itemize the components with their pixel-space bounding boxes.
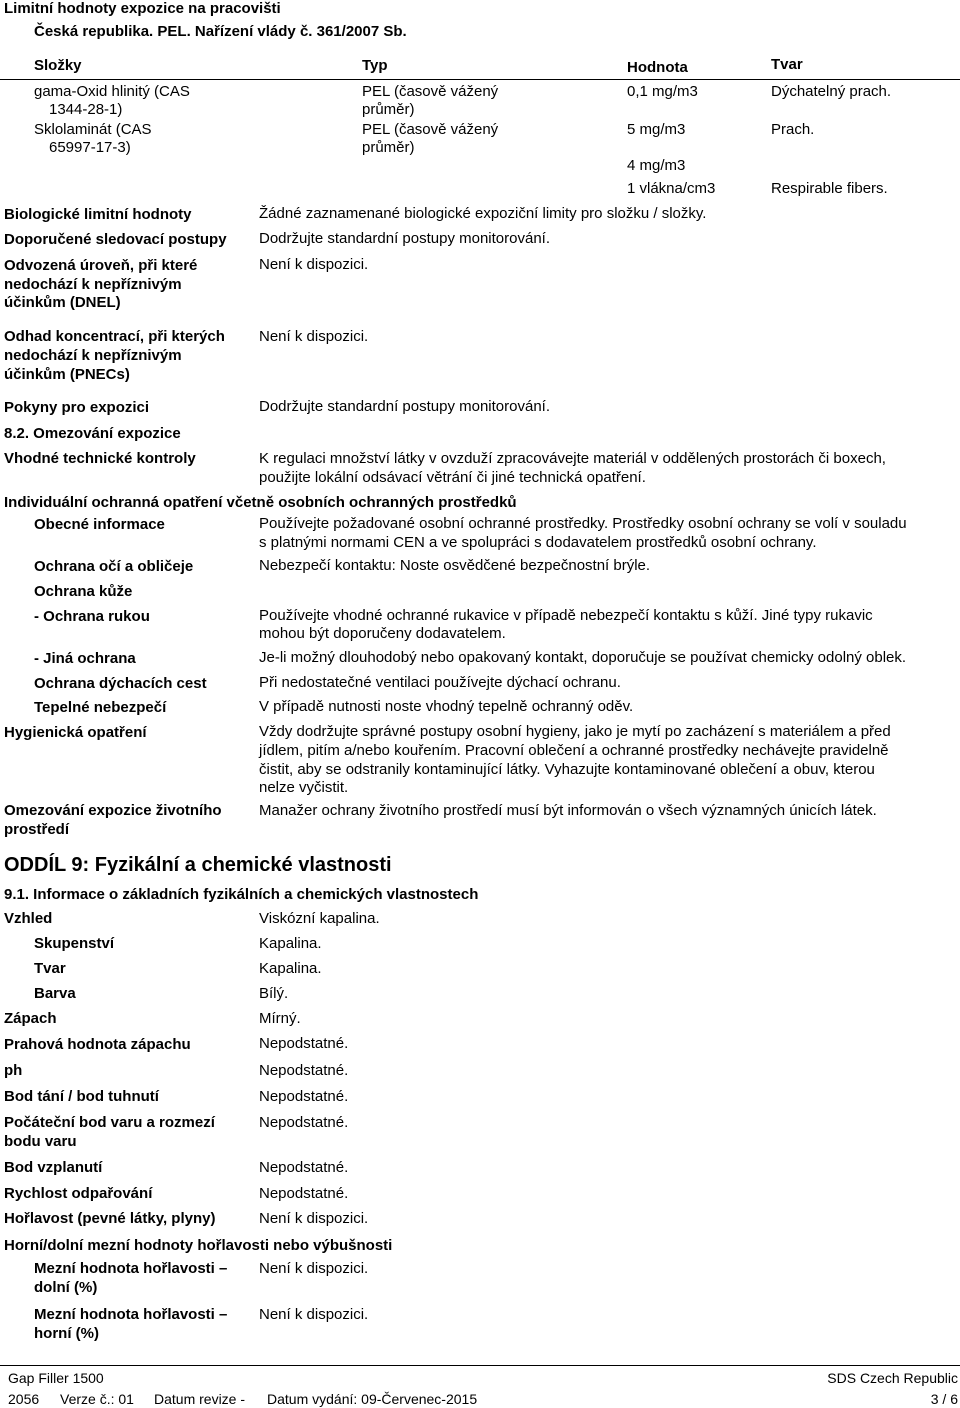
- respiratory-protection-value: Při nedostatečné ventilaci používejte dýchací ochranu.: [259, 674, 621, 691]
- lower-limit-label-cont: dolní (%): [34, 1279, 98, 1296]
- general-info-value: Používejte požadované osobní ochranné prostředky. Prostředky osobní ochrany se volí v souladu: [259, 515, 907, 532]
- limit-value: 1 vlákna/cm3: [627, 180, 716, 197]
- exposure-guidelines-value: Dodržujte standardní postupy monitorování.: [259, 398, 550, 415]
- appearance-value: Viskózní kapalina.: [259, 910, 380, 927]
- dnel-label-cont: účinkům (DNEL): [4, 294, 121, 311]
- form-label: Tvar: [34, 960, 66, 977]
- upper-limit-value: Není k dispozici.: [259, 1306, 369, 1323]
- hygiene-value-cont: jídlem, pitím a/nebo kouřením. Pracovní oblečení a ochranné prostředky nechávejte pravidelně: [259, 742, 889, 759]
- skin-protection-label: Ochrana kůže: [34, 583, 133, 600]
- section-heading: Limitní hodnoty expozice na pracovišti: [4, 0, 281, 17]
- footer-page-number: 3 / 6: [930, 1391, 958, 1407]
- flash-point-label: Bod vzplanutí: [4, 1159, 103, 1176]
- col-header-value: Hodnota: [627, 59, 688, 76]
- engineering-controls-label: Vhodné technické kontroly: [4, 450, 196, 467]
- component-cas: 1344-28-1): [49, 101, 123, 118]
- monitoring-label: Doporučené sledovací postupy: [4, 231, 227, 248]
- other-protection-label: - Jiná ochrana: [34, 650, 136, 667]
- eye-protection-label: Ochrana očí a obličeje: [34, 558, 194, 575]
- limit-value: 5 mg/m3: [627, 121, 686, 138]
- limit-form: Prach.: [771, 121, 815, 138]
- env-controls-label-cont: prostředí: [4, 821, 70, 838]
- odor-value: Mírný.: [259, 1010, 301, 1027]
- odor-threshold-value: Nepodstatné.: [259, 1035, 349, 1052]
- component-cas: 65997-17-3): [49, 139, 131, 156]
- hand-protection-value-cont: mohou být doporučeny dodavatelem.: [259, 625, 506, 642]
- table-header-rule: [0, 79, 960, 80]
- pnec-label: Odhad koncentrací, při kterých: [4, 328, 225, 345]
- engineering-controls-value: K regulaci množství látky v ovzduží zpracovávejte materiál v oddělených prostorách či boxech,: [259, 450, 886, 467]
- limit-form: Respirable fibers.: [771, 180, 888, 197]
- physical-state-label: Skupenství: [34, 935, 115, 952]
- footer-issue-date: Datum vydání: 09-Červenec-2015: [267, 1391, 478, 1407]
- thermal-hazards-label: Tepelné nebezpečí: [34, 699, 167, 716]
- col-header-components: Složky: [34, 57, 82, 74]
- dnel-value: Není k dispozici.: [259, 256, 369, 273]
- limit-type-cont: průměr): [362, 101, 415, 118]
- bio-limits-value: Žádné zaznamenané biologické expoziční limity pro složku / složky.: [259, 205, 707, 222]
- hygiene-label: Hygienická opatření: [4, 724, 147, 741]
- odor-threshold-label: Prahová hodnota zápachu: [4, 1036, 191, 1053]
- other-protection-value: Je-li možný dlouhodobý nebo opakovaný kontakt, doporučuje se používat chemicky odolný oblek.: [259, 649, 907, 666]
- lower-limit-label: Mezní hodnota hořlavosti –: [34, 1260, 228, 1277]
- boiling-point-value: Nepodstatné.: [259, 1114, 349, 1131]
- color-label: Barva: [34, 985, 76, 1002]
- subsection-9-1-heading: 9.1. Informace o základních fyzikálních a chemických vlastnostech: [4, 886, 479, 903]
- upper-limit-label-cont: horní (%): [34, 1325, 99, 1342]
- evaporation-rate-label: Rychlost odpařování: [4, 1185, 153, 1202]
- physical-state-value: Kapalina.: [259, 935, 322, 952]
- footer-product: Gap Filler 1500: [8, 1370, 104, 1386]
- appearance-label: Vzhled: [4, 910, 53, 927]
- col-header-form: Tvar: [771, 56, 803, 73]
- ppe-heading: Individuální ochranná opatření včetně osobních ochranných prostředků: [4, 494, 517, 511]
- col-header-type: Typ: [362, 57, 388, 74]
- color-value: Bílý.: [259, 985, 289, 1002]
- component-name: gama-Oxid hlinitý (CAS: [34, 83, 190, 100]
- exposure-guidelines-label: Pokyny pro expozici: [4, 399, 150, 416]
- boiling-point-label: Počáteční bod varu a rozmezí: [4, 1114, 215, 1131]
- component-name: Sklolaminát (CAS: [34, 121, 152, 138]
- subsection-8-2-heading: 8.2. Omezování expozice: [4, 425, 181, 442]
- melting-point-value: Nepodstatné.: [259, 1088, 349, 1105]
- regulation-heading: Česká republika. PEL. Nařízení vlády č. 361/2007 Sb.: [34, 23, 407, 40]
- flammability-label: Hořlavost (pevné látky, plyny): [4, 1210, 216, 1227]
- pnec-value: Není k dispozici.: [259, 328, 369, 345]
- odor-label: Zápach: [4, 1010, 57, 1027]
- respiratory-protection-label: Ochrana dýchacích cest: [34, 675, 207, 692]
- bio-limits-label: Biologické limitní hodnoty: [4, 206, 192, 223]
- boiling-point-label-cont: bodu varu: [4, 1133, 77, 1150]
- general-info-value-cont: s platnými normami CEN a ve spolupráci s dodavatelem prostředků osobní ochrany.: [259, 534, 817, 551]
- flash-point-value: Nepodstatné.: [259, 1159, 349, 1176]
- limit-value: 0,1 mg/m3: [627, 83, 698, 100]
- ph-label: ph: [4, 1062, 23, 1079]
- hygiene-value-cont: nelze vyčistit.: [259, 779, 349, 796]
- footer-version: Verze č.: 01: [60, 1391, 134, 1407]
- evaporation-rate-value: Nepodstatné.: [259, 1185, 349, 1202]
- hygiene-value: Vždy dodržujte správné postupy osobní hygieny, jako je mytí po zacházení s materiálem a před: [259, 723, 891, 740]
- engineering-controls-value-cont: použijte lokální odsávací větrání či jiné technická opatření.: [259, 469, 646, 486]
- eye-protection-value: Nebezpečí kontaktu: Noste osvědčené bezpečnostní brýle.: [259, 557, 651, 574]
- pnec-label-cont: nedochází k nepříznivým: [4, 347, 182, 364]
- flammability-limits-heading: Horní/dolní mezní hodnoty hořlavosti nebo výbušnosti: [4, 1237, 393, 1254]
- dnel-label-cont: nedochází k nepříznivým: [4, 276, 182, 293]
- flammability-value: Není k dispozici.: [259, 1210, 369, 1227]
- footer-code: 2056: [8, 1391, 40, 1407]
- limit-form: Dýchatelný prach.: [771, 83, 892, 100]
- monitoring-value: Dodržujte standardní postupy monitorování.: [259, 230, 550, 247]
- hand-protection-label: - Ochrana rukou: [34, 608, 150, 625]
- hygiene-value-cont: čistit, aby se odstranily kontaminující látky. Vyhazujte kontaminované oblečení a obuv, kterou: [259, 761, 875, 778]
- hand-protection-value: Používejte vhodné ochranné rukavice v případě nebezpečí kontaktu s kůží. Jiné typy rukavic: [259, 607, 873, 624]
- form-value: Kapalina.: [259, 960, 322, 977]
- pnec-label-cont: účinkům (PNECs): [4, 366, 130, 383]
- limit-type: PEL (časově vážený: [362, 83, 499, 100]
- upper-limit-label: Mezní hodnota hořlavosti –: [34, 1306, 228, 1323]
- footer-doc-type: SDS Czech Republic: [827, 1370, 958, 1386]
- footer-rule: [0, 1365, 960, 1366]
- limit-type: PEL (časově vážený: [362, 121, 499, 138]
- env-controls-label: Omezování expozice životního: [4, 802, 222, 819]
- lower-limit-value: Není k dispozici.: [259, 1260, 369, 1277]
- thermal-hazards-value: V případě nutnosti noste vhodný tepelně ochranný oděv.: [259, 698, 634, 715]
- ph-value: Nepodstatné.: [259, 1062, 349, 1079]
- limit-type-cont: průměr): [362, 139, 415, 156]
- dnel-label: Odvozená úroveň, při které: [4, 257, 198, 274]
- limit-value: 4 mg/m3: [627, 157, 686, 174]
- general-info-label: Obecné informace: [34, 516, 165, 533]
- env-controls-value: Manažer ochrany životního prostředí musí být informován o všech významných únicích látek.: [259, 802, 877, 819]
- section-9-title: ODDÍL 9: Fyzikální a chemické vlastnosti: [4, 854, 392, 876]
- melting-point-label: Bod tání / bod tuhnutí: [4, 1088, 159, 1105]
- footer-revision: Datum revize -: [154, 1391, 246, 1407]
